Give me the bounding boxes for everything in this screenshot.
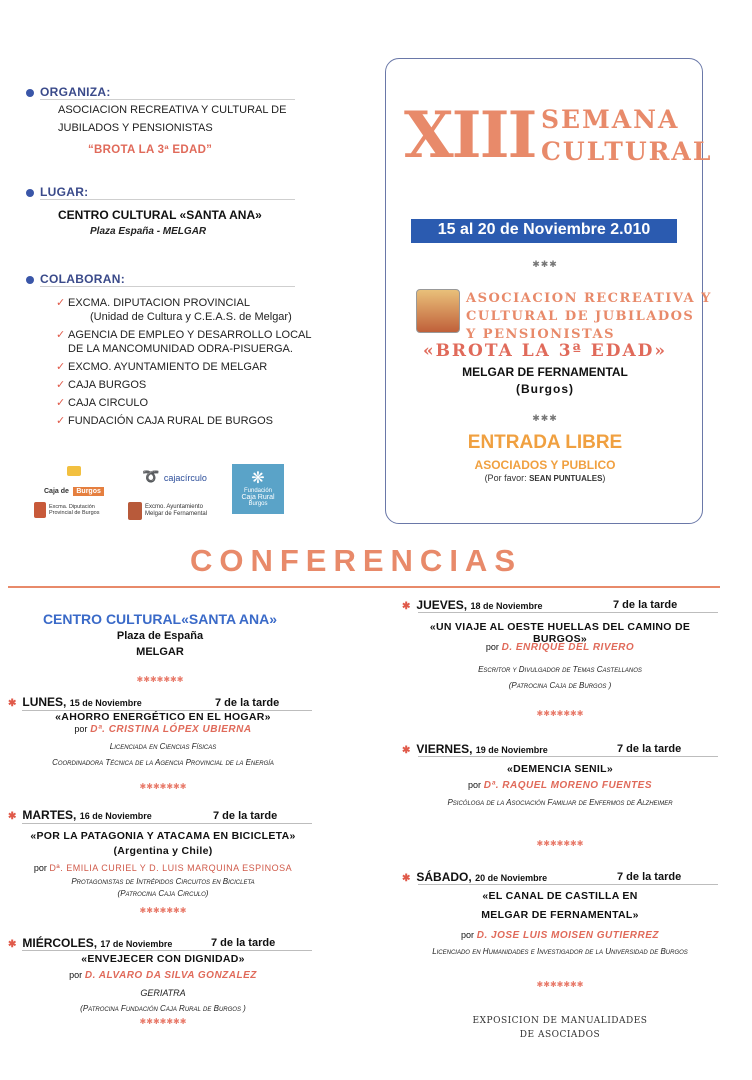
colaboran-heading: COLABORAN: [26, 272, 125, 286]
divider [40, 99, 295, 100]
event-note: Psicóloga de la Asociación Familiar de Enfermos de Alzheimer [447, 798, 673, 807]
conferencias-title: CONFERENCIAS [189, 543, 522, 578]
separator-dots: ✱✱✱✱✱✱✱ [139, 1017, 187, 1026]
event-header-sabado: ✱ SÁBADO, 20 de Noviembre [402, 870, 548, 884]
bullet-icon [26, 189, 34, 197]
check-icon: ✓ [56, 297, 66, 309]
event-time: 7 de la tarde [211, 937, 276, 949]
asterisk-icon: ✱ [402, 873, 411, 884]
event-title: «DEMENCIA SENIL» [507, 763, 613, 775]
separator-dots: ✱✱✱✱✱✱✱ [536, 980, 584, 989]
divider [22, 950, 312, 951]
event-header-lunes: ✱ LUNES, 15 de Noviembre [8, 695, 142, 709]
check-icon: ✓ [56, 397, 66, 409]
poster-dates: 15 al 20 de Noviembre 2.010 [411, 219, 677, 243]
poster-asociados: ASOCIADOS Y PUBLICO [474, 458, 616, 472]
asterisk-icon: ✱ [402, 601, 411, 612]
poster-roman-numeral: XIII [404, 98, 536, 173]
list-item: ✓ CAJA CIRCULO [56, 397, 149, 409]
divider [40, 286, 295, 287]
asterisk-icon: ✱ [8, 698, 17, 709]
event-speaker: por Dª. CRISTINA LÓPEX UBIERNA [74, 724, 252, 735]
event-note: Licenciado en Humanidades e Investigador de la Universidad de Burgos [432, 947, 688, 956]
event-note: (Patrocina Caja de Burgos ) [508, 681, 612, 690]
event-speaker: por D. JOSE LUIS MOISEN GUTIERREZ [460, 930, 660, 941]
poster-separator: ✱✱✱ [532, 259, 558, 269]
event-note: (Patrocina Caja Circulo) [117, 889, 209, 898]
asterisk-icon: ✱ [402, 745, 411, 756]
ayuntamiento-logo: Excmo. Ayuntamiento Melgar de Fernamental [128, 502, 207, 520]
asterisk-icon: ✱ [8, 811, 17, 822]
venue-title: CENTRO CULTURAL«SANTA ANA» [42, 611, 278, 627]
separator-dots: ✱✱✱✱✱✱✱ [536, 709, 584, 718]
event-time: 7 de la tarde [617, 871, 682, 883]
event-subtitle: (Argentina y Chile) [113, 845, 213, 857]
event-time: 7 de la tarde [215, 697, 280, 709]
asterisk-icon: ✱ [8, 939, 17, 950]
organiza-line1: ASOCIACION RECREATIVA Y CULTURAL DE [58, 104, 287, 116]
event-time: 7 de la tarde [213, 810, 278, 822]
event-speaker: por Dª. EMILIA CURIEL Y D. LUIS MARQUINA ESPINOSA [33, 863, 293, 873]
event-title: «UN VIAJE AL OESTE HUELLAS DEL CAMINO DE BURGOS» [429, 621, 691, 645]
check-icon: ✓ [56, 379, 66, 391]
bullet-icon [26, 276, 34, 284]
lugar-address: Plaza España - MELGAR [90, 226, 207, 237]
organiza-line2: JUBILADOS Y PENSIONISTAS [58, 122, 213, 134]
conferencias-divider [8, 586, 720, 588]
poster-assoc-line1: ASOCIACION RECREATIVA Y [466, 291, 712, 306]
circulo-swirl-icon: ➰ [142, 468, 160, 484]
check-icon: ✓ [56, 361, 66, 373]
caja-burgos-icon [67, 466, 81, 476]
event-header-jueves: ✱ JUEVES, 18 de Noviembre [402, 598, 543, 612]
divider [418, 612, 718, 613]
poster-melgar: MELGAR DE FERNAMENTAL [462, 365, 628, 379]
organiza-heading: ORGANIZA: [26, 85, 111, 99]
organiza-name: “BROTA LA 3ª EDAD” [88, 144, 213, 156]
event-time: 7 de la tarde [613, 599, 678, 611]
separator-dots: ✱✱✱✱✱✱✱ [536, 839, 584, 848]
coat-of-arms-icon [128, 502, 142, 520]
list-item: ✓ FUNDACIÓN CAJA RURAL DE BURGOS [56, 415, 273, 427]
association-emblem-icon [416, 289, 460, 333]
event-speaker: por Dª. RAQUEL MORENO FUENTES [467, 780, 653, 791]
check-icon: ✓ [56, 415, 66, 427]
list-item: ✓ AGENCIA DE EMPLEO Y DESARROLLO LOCAL DE LA MANCOMUNIDAD ODRA-PISUERGA. [56, 329, 312, 355]
colaboran-list [56, 296, 326, 432]
poster-assoc-line3: Y PENSIONISTAS [466, 327, 615, 342]
poster-cultural: CULTURAL [541, 137, 713, 166]
event-note: Escritor y Divulgador de Temas Castellanos [478, 665, 642, 674]
event-note: Licenciada en Ciencias Físicas [109, 742, 217, 751]
event-time: 7 de la tarde [617, 743, 682, 755]
footer-note-line1: EXPOSICION DE MANUALIDADES [472, 1016, 648, 1026]
event-speaker: por D. ENRIQUE DEL RIVERO [485, 642, 635, 653]
separator-dots: ✱✱✱✱✱✱✱ [139, 906, 187, 915]
event-title: «ENVEJECER CON DIGNIDAD» [81, 953, 245, 965]
event-speaker: por D. ALVARO DA SILVA GONZALEZ [69, 970, 257, 981]
venue-line3: MELGAR [136, 646, 184, 658]
poster-entrada: ENTRADA LIBRE [467, 432, 623, 453]
list-item: ✓ EXCMO. AYUNTAMIENTO DE MELGAR [56, 361, 268, 373]
poster-brota: «BROTA LA 3ª EDAD» [422, 341, 668, 361]
poster-separator: ✱✱✱ [532, 413, 558, 423]
caja-rural-logo: ❋ Fundación Caja Rural Burgos [232, 464, 284, 514]
event-title: «POR LA PATAGONIA Y ATACAMA EN BICICLETA» [30, 830, 296, 842]
list-item: ✓ CAJA BURGOS [56, 379, 147, 391]
event-note: Coordinadora Técnica de la Agencia Provincial de la Energía [52, 758, 274, 767]
poster-assoc-line2: CULTURAL DE JUBILADOS [466, 309, 695, 324]
event-note: (Patrocina Fundación Caja Rural de Burgos ) [80, 1004, 246, 1013]
coat-of-arms-icon [34, 502, 46, 518]
event-note: GERIATRA [140, 988, 186, 998]
check-icon: ✓ [56, 329, 66, 341]
separator-dots: ✱✱✱✱✱✱✱ [139, 782, 187, 791]
venue-line2: Plaza de España [116, 630, 204, 642]
poster-note: (Por favor: SEAN PUNTUALES) [484, 473, 606, 483]
lugar-place: CENTRO CULTURAL «SANTA ANA» [58, 208, 262, 222]
event-header-miercoles: ✱ MIÉRCOLES, 17 de Noviembre [8, 936, 173, 950]
event-note: Protagonistas de Intrépidos Circuitos en Bicicleta [71, 877, 255, 886]
event-header-viernes: ✱ VIERNES, 19 de Noviembre [402, 742, 548, 756]
list-item: ✓ EXCMA. DIPUTACION PROVINCIAL (Unidad de Cultura y C.E.A.S. de Melgar) [56, 297, 292, 323]
event-subtitle: MELGAR DE FERNAMENTAL» [481, 909, 639, 921]
poster-burgos: (Burgos) [516, 382, 574, 396]
divider [418, 884, 718, 885]
event-title: «EL CANAL DE CASTILLA EN [482, 890, 638, 902]
divider [418, 756, 718, 757]
footer-note-line2: DE ASOCIADOS [519, 1030, 601, 1040]
event-title: «AHORRO ENERGÉTICO EN EL HOGAR» [55, 711, 271, 723]
bullet-icon [26, 89, 34, 97]
divider [22, 823, 312, 824]
divider [40, 199, 295, 200]
flower-icon: ❋ [251, 470, 265, 487]
separator-dots: ✱✱✱✱✱✱✱ [136, 675, 184, 684]
poster-semana: SEMANA [541, 105, 680, 134]
caja-circulo-logo: ➰ cajacírculo [142, 468, 207, 484]
lugar-heading: LUGAR: [26, 185, 88, 199]
caja-burgos-logo: Caja de Burgos [44, 466, 104, 498]
diputacion-logo: Excma. Diputación Provincial de Burgos [34, 502, 99, 518]
event-header-martes: ✱ MARTES, 16 de Noviembre [8, 808, 152, 822]
